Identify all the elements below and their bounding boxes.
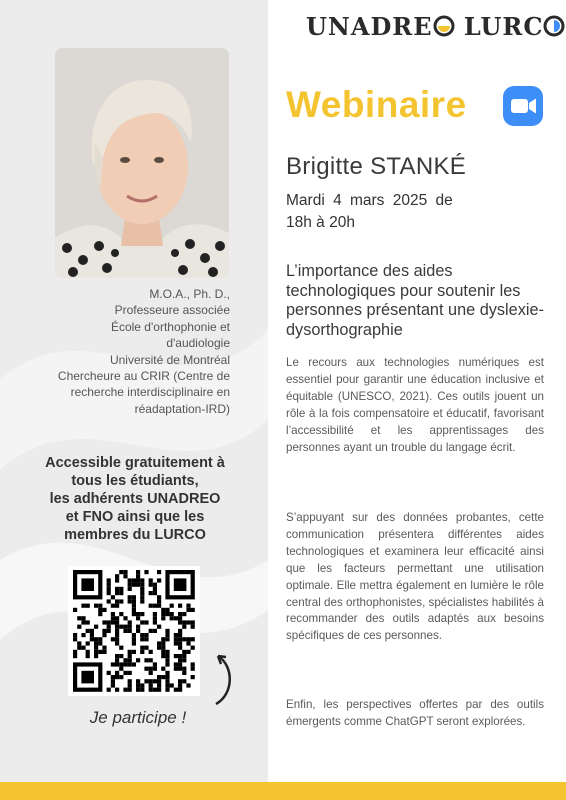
participate-link[interactable]: Je participe ! [89,708,187,727]
bottom-accent-bar [0,782,566,800]
webinaire-heading: Webinaire [286,84,467,125]
description-paragraph-1: Le recours aux technologies numériques est essentiel pour garantir une éducation inclusive et équitable (UNESCO, 2021). Ces outils jouent un rôle à la fois compensatoire et éducatif, favorisant l’accessibilité et les apprentissages des personnes ayant un trouble du langage écrit. [286,356,544,454]
logo-mark-icon-2 [543,14,565,43]
credential-line: Professeure associée [114,303,230,318]
date-line-1: Mardi 4 mars 2025 de [286,192,453,209]
access-line: les adhérents UNADREO [49,491,221,507]
credential-line: Université de Montréal [109,352,230,367]
date-line-2: 18h à 20h [286,214,355,231]
speaker-credentials [20,286,230,417]
curved-arrow-icon [208,648,238,713]
credential-line: École d'orthophonie et [110,319,230,334]
access-line: membres du LURCO [64,527,206,543]
logo-text-right: LURC [463,12,544,41]
zoom-video-icon [503,86,543,126]
talk-title: L’importance des aides technologiques pour soutenir les personnes présentant une dyslexie-dysorthographie [286,262,544,339]
access-info [22,454,248,544]
speaker-name: Brigitte STANKÉ [286,153,467,180]
credential-line: M.O.A., Ph. D., [149,287,230,301]
registration-qr-code[interactable] [68,566,200,696]
credential-line: d'audiologie [166,336,230,351]
logo-mark-icon [433,14,455,43]
credential-line: Chercheure au CRIR (Centre de [57,369,230,384]
credential-line: réadaptation-IRD) [134,401,230,416]
unadreo-lurco-logo [306,12,556,42]
access-line: Accessible gratuitement à [45,455,225,471]
event-date [286,190,548,234]
description-paragraph-2: S’appuyant sur des données probantes, cette communication présentera différentes aides technologiques et examinera leur efficacité ainsi que les facteurs permettant une utilisation optimale. Elle mettra également en lumière le rôle central des orthophonistes, spécialistes habilités à recommander des outils adaptés aux besoins spécifiques de ces personnes. [286,511,544,643]
speaker-photo [55,48,229,278]
logo-text-left: UNADRE [306,12,433,41]
description-paragraph-3: Enfin, les perspectives offertes par des outils émergents comme ChatGPT seront explorées. [286,698,544,728]
credential-line: recherche interdisciplinaire en [70,385,230,400]
access-line: et FNO ainsi que les [65,509,205,525]
access-line: tous les étudiants, [71,473,199,489]
